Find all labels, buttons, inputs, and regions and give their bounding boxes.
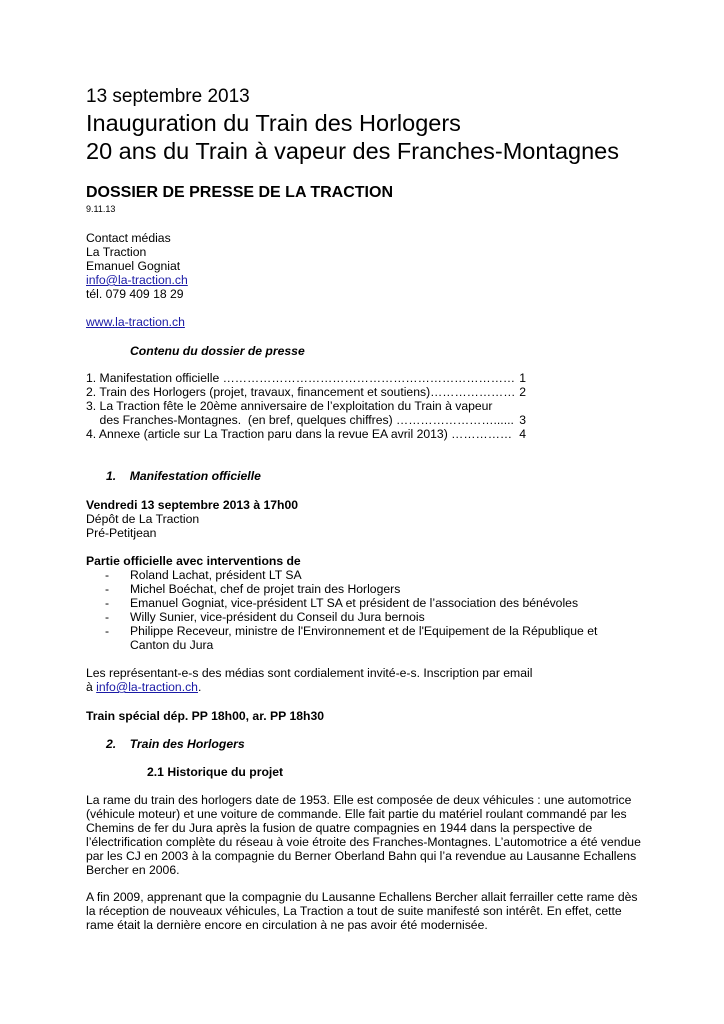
dossier-date: 9.11.13 xyxy=(86,204,116,214)
contact-person: Emanuel Gogniat xyxy=(86,259,181,273)
contact-org: La Traction xyxy=(86,245,147,259)
contact-heading: Contact médias xyxy=(86,231,171,245)
paragraph-acquisition: A fin 2009, apprenant que la compagnie du Lausanne Echallens Bercher allait ferrailler cette rame dès la réception de nouveaux véhicules, La Traction a tout de suite manifesté son intérêt. En effet, cette rame était la dernière encore en circulation à ne pas avoir été modernisée. xyxy=(86,890,638,932)
toc-item-text: 1. Manifestation officielle ……………………………………………………………… xyxy=(86,371,516,385)
toc-item xyxy=(86,399,526,413)
contact-email-link[interactable]: info@la-traction.ch xyxy=(86,273,188,287)
media-prefix: à xyxy=(86,680,97,694)
toc-heading: Contenu du dossier de presse xyxy=(130,344,305,358)
toc-item-text: des Franches-Montagnes. (en bref, quelques chiffres) ……………………...... xyxy=(86,413,514,427)
speaker-text: Roland Lachat, président LT SA xyxy=(130,568,302,582)
toc-item-text: 3. La Traction fête le 20ème anniversaire de l’exploitation du Train à vapeur xyxy=(86,399,493,413)
toc-item-page: 3 xyxy=(519,413,526,427)
dash-bullet: - xyxy=(105,582,110,596)
event-place1: Dépôt de La Traction xyxy=(86,512,200,526)
speaker-text: Willy Sunier, vice-président du Conseil du Jura bernois xyxy=(130,610,425,624)
speaker-text: Michel Boéchat, chef de projet train des Horlogers xyxy=(130,582,401,596)
speakers-list xyxy=(86,568,646,654)
contact-phone: tél. 079 409 18 29 xyxy=(86,287,184,301)
special-train: Train spécial dép. PP 18h00, ar. PP 18h30 xyxy=(86,709,325,723)
speaker-text: Canton du Jura xyxy=(130,638,214,652)
toc-item xyxy=(86,385,526,399)
toc-item xyxy=(86,371,526,385)
dash-bullet: - xyxy=(105,568,110,582)
media-invitation-line2 xyxy=(86,680,201,694)
toc-item-text: 2. Train des Horlogers (projet, travaux, financement et soutiens)………………… xyxy=(86,385,516,399)
dash-bullet: - xyxy=(105,596,110,610)
event-date: Vendredi 13 septembre 2013 à 17h00 xyxy=(86,498,299,512)
dash-bullet: - xyxy=(105,624,110,638)
toc-item xyxy=(86,427,526,441)
subsection-heading: 2.1 Historique du projet xyxy=(147,765,284,779)
document-title-line1: Inauguration du Train des Horlogers xyxy=(86,110,461,136)
media-suffix: . xyxy=(197,680,202,694)
toc-item-page: 2 xyxy=(519,385,526,399)
toc-item-page: 1 xyxy=(519,371,526,385)
dossier-title: DOSSIER DE PRESSE DE LA TRACTION xyxy=(86,184,393,201)
document-title-line2: 20 ans du Train à vapeur des Franches-Montagnes xyxy=(86,138,619,164)
media-email-link[interactable]: info@la-traction.ch xyxy=(96,680,198,694)
section2-heading: 2. Train des Horlogers xyxy=(106,737,245,751)
speaker-text: Philippe Receveur, ministre de l'Environnement et de l'Equipement de la République et xyxy=(130,624,598,638)
dash-bullet: - xyxy=(105,610,110,624)
paragraph-history: La rame du train des horlogers date de 1953. Elle est composée de deux véhicules : une automotrice (véhicule moteur) et une voiture de commande. Elle fait partie du matériel roulant commandé par les Chemins de fer du Jura après la fusion de quatre compagnies en 1944 dans la perspective de l’électrification complète du réseau à voie étroite des Franches-Montagnes. L’automotrice a été vendue par les CJ en 2003 à la compagnie du Berner Oberland Bahn qui l’a revendue au Lausanne Echallens Bercher en 2006. xyxy=(86,793,641,877)
document-date: 13 septembre 2013 xyxy=(86,86,250,107)
interventions-heading: Partie officielle avec interventions de xyxy=(86,554,301,568)
event-place2: Pré-Petitjean xyxy=(86,526,157,540)
section1-heading: 1. Manifestation officielle xyxy=(106,469,261,483)
speaker-text: Emanuel Gogniat, vice-président LT SA et président de l’association des bénévoles xyxy=(130,596,579,610)
toc-list xyxy=(86,371,526,443)
toc-item-page: 4 xyxy=(519,427,526,441)
website-link[interactable]: www.la-traction.ch xyxy=(86,315,185,329)
media-invitation: Les représentant-e-s des médias sont cordialement invité-e-s. Inscription par email xyxy=(86,666,533,680)
toc-item-text: 4. Annexe (article sur La Traction paru dans la revue EA avril 2013) …………… xyxy=(86,427,513,441)
toc-item xyxy=(86,413,526,427)
